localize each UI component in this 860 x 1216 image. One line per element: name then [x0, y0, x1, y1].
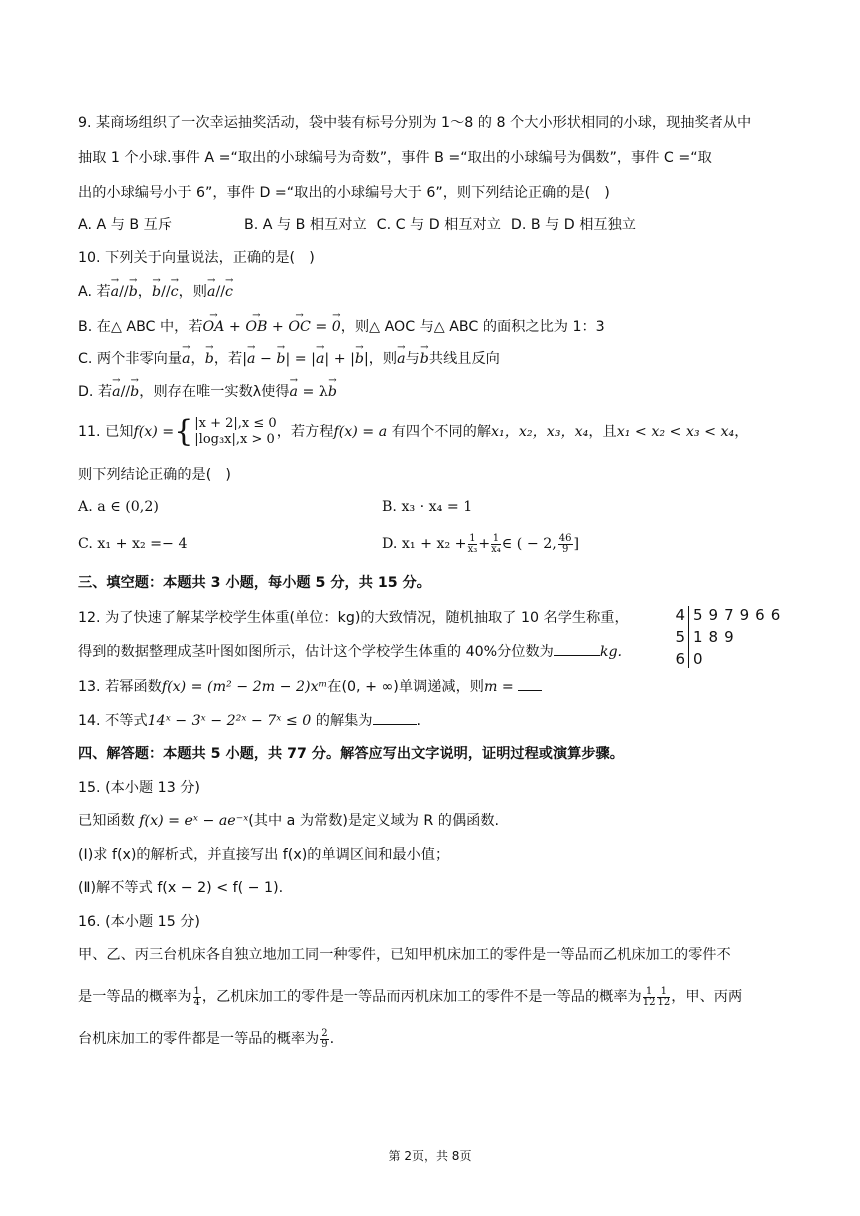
numerator: 1: [492, 532, 500, 544]
denominator: 9: [561, 543, 569, 555]
numerator: 1: [657, 987, 670, 998]
zero-vector: → 0: [332, 317, 341, 337]
equals-lambda: = λ: [298, 384, 328, 400]
q10-option-d: [78, 382, 337, 402]
q13-text: 在(0, + ∞)单调递减，则: [327, 679, 484, 695]
stem-row: [673, 626, 786, 648]
fraction-1-over-x3: [468, 534, 478, 555]
q14-text: 的解集为: [315, 713, 373, 729]
answer-blank[interactable]: [518, 676, 542, 691]
page-footer: 第 2页，共 8页: [388, 1149, 472, 1163]
q16-text: ，甲、丙两: [671, 989, 743, 1005]
q14-line: [78, 710, 421, 731]
numerator: 1: [193, 985, 200, 997]
numerator: 2: [321, 1027, 328, 1039]
vector-a: → a: [207, 282, 215, 302]
parallel-sign: //: [119, 284, 129, 300]
denominator: x₃: [467, 543, 478, 555]
numerator: 1: [469, 532, 476, 544]
vector-a: → a: [247, 349, 255, 369]
case-2: |log₃x|,x > 0: [194, 432, 275, 447]
period: .: [416, 713, 422, 729]
vector-oc: → OC: [288, 317, 311, 337]
interval-close: ]: [573, 536, 580, 552]
plus-sign: | + |: [324, 351, 355, 367]
root-order: x₁ < x₂ < x₃ < x₄: [616, 424, 735, 440]
vector-b: → b: [152, 282, 161, 302]
q15-line1: [78, 811, 499, 831]
q10-c-prefix: C. 两个非零向量: [78, 351, 183, 367]
stem-row: [673, 604, 786, 626]
q16-text: ，乙机床加工的零件是一等品而丙机床加工的零件不是一等品的概率为: [201, 989, 642, 1005]
q10-d-prefix: D. 若: [78, 384, 113, 400]
vector-a: → a: [112, 382, 120, 402]
stem-value: 6: [675, 650, 685, 668]
vector-a: → a: [182, 349, 190, 369]
q11-text: 有四个不同的解: [391, 424, 492, 440]
vector-a: → a: [397, 349, 405, 369]
q9-option-d: D. B 与 D 相互独立: [510, 217, 636, 233]
equals-sign: | = |: [285, 351, 316, 367]
fraction-46-over-9: [558, 534, 573, 555]
leaf-values: 0: [693, 650, 709, 668]
answer-blank[interactable]: [554, 641, 600, 656]
period: .: [329, 1031, 335, 1047]
separator: ，: [137, 284, 152, 300]
q13-prefix: 13. 若幂函数: [78, 679, 162, 695]
option-d-prefix: D. x₁ + x₂ +: [382, 536, 467, 552]
minus-sign: −: [255, 351, 277, 367]
q10-b-prefix: B. 在△ ABC 中，若: [78, 319, 203, 335]
q11-text: ，且: [588, 424, 617, 440]
fraction-2-9: [320, 1029, 328, 1050]
q15-text: 已知函数: [78, 813, 135, 829]
q15-text: (其中 a 为常数)是定义域为 R 的偶函数.: [248, 813, 500, 829]
q10-a-prefix: A. 若: [78, 284, 111, 300]
vector-c: → c: [171, 282, 179, 302]
fraction-1-12: [643, 987, 656, 1008]
equation: f(x) = a: [333, 424, 388, 440]
function-expression: f(x) = eˣ − ae⁻ˣ: [139, 813, 249, 829]
q10-option-c: [78, 349, 500, 369]
q10-c-suffix: 共线且反向: [428, 351, 500, 367]
equals-sign: =: [310, 319, 332, 335]
section-4-heading: 四、解答题：本题共 5 小题，共 77 分。解答应写出文字说明，证明过程或演算步骤。: [78, 746, 624, 762]
leaf-values: 189: [693, 628, 740, 646]
denominator: 9: [321, 1038, 328, 1050]
fraction-1-4: [193, 987, 201, 1008]
left-brace: {: [174, 414, 194, 449]
vector-oa: → OA: [203, 317, 225, 337]
denominator: 12: [642, 996, 656, 1008]
power-function: f(x) = (m² − 2m − 2)xᵐ: [161, 679, 328, 695]
q11-option-b: B. x₃ · x₄ = 1: [382, 499, 473, 515]
stem-row: [673, 648, 786, 670]
q10-b-suffix: ，则△ AOC 与△ ABC 的面积之比为 1：3: [340, 319, 605, 335]
q11-prefix: 11. 已知: [78, 424, 134, 440]
vector-b: → b: [420, 349, 429, 369]
inequality: 14ˣ − 3ˣ − 2²ˣ − 7ˣ ≤ 0: [147, 713, 312, 729]
parallel-sign: //: [161, 284, 171, 300]
q10-option-b: [78, 317, 605, 337]
vector-b: → b: [276, 349, 285, 369]
q9-line1: 9. 某商场组织了一次幸运抽奖活动，袋中装有标号分别为 1～8 的 8 个大小形状相同的小球，现抽奖者从中: [78, 115, 752, 131]
q10-d-suffix: ，则存在唯一实数λ使得: [139, 384, 290, 400]
q11-option-c: C. x₁ + x₂ =− 4: [78, 536, 188, 552]
parallel-sign: //: [120, 384, 131, 400]
section-3-heading: 三、填空题：本题共 3 小题，每小题 5 分，共 15 分。: [78, 575, 431, 591]
q15-heading: 15. (本小题 13 分): [78, 780, 200, 796]
q11-text: ，: [734, 424, 749, 440]
q9-option-a: A. A 与 B 互斥: [78, 217, 173, 233]
q9-line2: 抽取 1 个小球.事件 A =“取出的小球编号为奇数”，事件 B =“取出的小球编号为偶数”，事件 C =“取: [78, 150, 712, 166]
comma: ，: [190, 351, 205, 367]
q11-option-d: [382, 532, 580, 555]
roots: x₁，x₂，x₃，x₄: [491, 424, 589, 440]
then-text: |，则: [363, 351, 398, 367]
vector-c: → c: [225, 282, 233, 302]
vector-a: → a: [316, 349, 324, 369]
fraction-1-over-x4: [491, 534, 501, 555]
if-text: ，若|: [213, 351, 247, 367]
q9-option-c: C. C 与 D 相互对立: [376, 217, 501, 233]
q15-part1: (Ⅰ)求 f(x)的解析式，并直接写出 f(x)的单调区间和最小值；: [78, 847, 450, 863]
interval-open: ∈ ( − 2,: [501, 536, 557, 552]
stem-divider: [688, 606, 689, 668]
denominator: 12: [657, 996, 671, 1008]
q16-line2: [78, 982, 742, 1012]
answer-blank[interactable]: [373, 710, 417, 725]
vector-ob: → OB: [245, 317, 267, 337]
then-text: ，则: [178, 284, 207, 300]
stem-value: 5: [675, 628, 685, 646]
numerator: 1: [643, 987, 656, 998]
vector-b: → b: [328, 382, 337, 402]
q16-line1: 甲、乙、丙三台机床各自独立地加工同一种零件，已知甲机床加工的零件是一等品而乙机床加工的零件不: [78, 947, 731, 963]
numerator: 46: [558, 532, 572, 544]
fraction-1-12: [657, 987, 670, 1008]
vector-b: → b: [130, 382, 139, 402]
q11-text: ，若方程: [276, 424, 334, 440]
q12-text: 得到的数据整理成茎叶图如图所示，估计这个学校学生体重的 40%分位数为: [78, 644, 554, 660]
q16-line3: [78, 1024, 334, 1054]
q13-line: [78, 676, 542, 697]
stem-value: 4: [675, 606, 685, 624]
q12-line1: 12. 为了快速了解某学校学生体重(单位：kg)的大致情况，随机抽取了 10 名学生称重，: [78, 610, 629, 626]
unit-kg: kg.: [599, 644, 623, 660]
and-text: 与: [405, 351, 420, 367]
q11-options-ab: [78, 497, 472, 517]
q11-options-cd: [78, 531, 579, 557]
piecewise-cases: [194, 416, 276, 448]
denominator: x₄: [491, 543, 501, 555]
vector-a: → a: [111, 282, 119, 302]
q10-option-a: [78, 282, 233, 302]
denominator: 4: [193, 996, 200, 1008]
q12-line2: [78, 641, 622, 662]
q9-options: [78, 215, 636, 235]
q10-stem: 10. 下列关于向量说法，正确的是( ): [78, 250, 315, 266]
leaf-values: 597966: [693, 606, 787, 624]
plus-sign: +: [267, 319, 289, 335]
plus-sign: +: [478, 536, 491, 552]
vector-b: → b: [205, 349, 214, 369]
parallel-sign: //: [215, 284, 226, 300]
vector-b: → b: [129, 282, 138, 302]
case-1: |x + 2|,x ≤ 0: [194, 416, 277, 431]
stem-leaf-plot: [673, 604, 786, 670]
q14-prefix: 14. 不等式: [78, 713, 148, 729]
q11-option-a: A. a ∈ (0,2): [78, 499, 159, 515]
q15-part2: (Ⅱ)解不等式 f(x − 2) < f( − 1).: [78, 880, 284, 896]
q9-line3: 出的小球编号小于 6”，事件 D =“取出的小球编号大于 6”，则下列结论正确的是( ): [78, 185, 610, 201]
q11-line1: [78, 412, 748, 452]
piecewise-function-name: f(x) =: [133, 424, 175, 440]
vector-b: → b: [355, 349, 364, 369]
q16-heading: 16. (本小题 15 分): [78, 914, 200, 930]
plus-sign: +: [224, 319, 246, 335]
q16-text: 是一等品的概率为: [78, 989, 192, 1005]
q9-option-b: B. A 与 B 相互对立: [244, 217, 367, 233]
q16-text: 台机床加工的零件都是一等品的概率为: [78, 1031, 320, 1047]
variable-m: m =: [483, 679, 519, 695]
q11-line2: 则下列结论正确的是( ): [78, 467, 231, 483]
vector-a: → a: [290, 382, 298, 402]
